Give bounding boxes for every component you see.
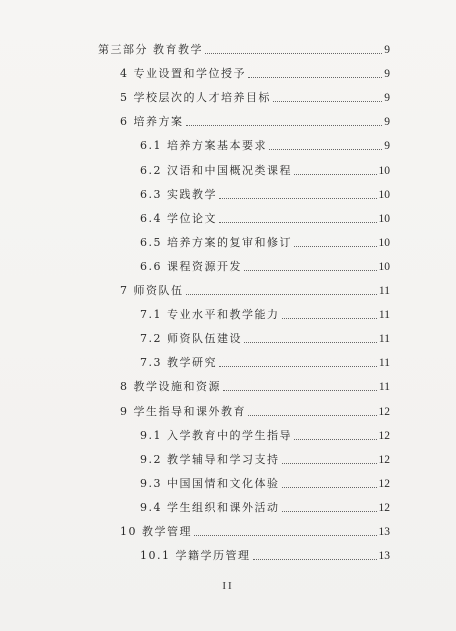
dot-leader (219, 222, 377, 223)
dot-leader (219, 366, 377, 367)
toc-entry[interactable] (120, 114, 390, 130)
toc-entry-page-number: 11 (378, 333, 390, 346)
dot-leader (294, 439, 377, 440)
dot-leader (294, 246, 377, 247)
toc-entry[interactable] (140, 235, 390, 251)
toc-entry-page-number: 10 (378, 236, 390, 249)
dot-leader (244, 270, 377, 271)
toc-entry[interactable] (140, 476, 390, 492)
dot-leader (282, 463, 377, 464)
toc-entry-title: 5 学校层次的人才培养目标 (120, 91, 271, 105)
toc-entry-page-number: 12 (378, 477, 390, 490)
toc-entry-title: 6.3 实践教学 (140, 187, 217, 201)
toc-entry-title: 9.4 学生组织和课外活动 (140, 500, 280, 514)
toc-entry-page-number: 10 (378, 164, 390, 177)
toc-entry[interactable] (140, 331, 390, 347)
toc-entry-page-number: 10 (378, 212, 390, 225)
toc-entry-title: 6.4 学位论文 (140, 211, 217, 225)
toc-entry[interactable] (140, 187, 390, 203)
toc-entry-page-number: 9 (384, 116, 390, 129)
toc-entry[interactable] (140, 355, 390, 371)
toc-entry[interactable] (140, 452, 390, 468)
toc-entry[interactable] (140, 211, 390, 227)
toc-entry-title: 第三部分 教育教学 (98, 43, 203, 56)
toc-entry[interactable] (120, 283, 390, 299)
toc-entry-title: 10 教学管理 (120, 525, 192, 538)
toc-entry-page-number: 11 (378, 309, 390, 322)
toc-entry-title: 6.2 汉语和中国概况类课程 (140, 163, 292, 177)
toc-entry[interactable] (140, 428, 390, 444)
toc-entry-title: 10.1 学籍学历管理 (140, 549, 251, 563)
toc-entry-title: 6.5 培养方案的复审和修订 (140, 235, 292, 249)
dot-leader (269, 149, 382, 150)
dot-leader (219, 198, 377, 199)
toc-entry-page-number: 9 (384, 68, 390, 81)
toc-entry-page-number: 12 (378, 405, 390, 418)
toc-entry[interactable] (140, 500, 390, 516)
dot-leader (282, 318, 377, 319)
toc-entry-page-number: 11 (378, 381, 390, 394)
toc-entry[interactable] (140, 138, 390, 154)
dot-leader (223, 390, 377, 391)
toc-entry-page-number: 10 (378, 188, 390, 201)
toc-entry-title: 7.2 师资队伍建设 (140, 332, 242, 346)
toc-entry-page-number: 11 (378, 285, 390, 297)
toc-entry-title: 6.1 培养方案基本要求 (140, 139, 267, 153)
toc-entry-title: 4 专业设置和学位授予 (120, 67, 246, 81)
toc-entry[interactable] (120, 404, 390, 420)
dot-leader (248, 77, 382, 78)
toc-entry-title: 9.2 教学辅导和学习支持 (140, 452, 280, 466)
dot-leader (253, 559, 377, 560)
toc-entry-page-number: 12 (378, 429, 390, 442)
toc-entry-page-number: 9 (384, 92, 390, 105)
toc-entry-title: 7 师资队伍 (120, 284, 184, 297)
toc-entry[interactable] (140, 307, 390, 323)
toc-entry-title: 6 培养方案 (120, 115, 184, 129)
toc-entry[interactable] (140, 548, 390, 564)
dot-leader (186, 294, 377, 295)
toc-entry-page-number: 13 (378, 550, 390, 563)
dot-leader (282, 487, 377, 488)
toc-entry[interactable] (140, 259, 390, 275)
toc-entry-page-number: 9 (384, 44, 390, 56)
toc-entry[interactable] (98, 42, 390, 58)
toc-entry-title: 6.6 课程资源开发 (140, 259, 242, 273)
toc-entry[interactable] (120, 379, 390, 395)
toc-entry-title: 9 学生指导和课外教育 (120, 404, 246, 418)
toc-entry-page-number: 12 (378, 453, 390, 466)
page-number-footer: II (222, 580, 234, 592)
toc-entry[interactable] (120, 90, 390, 106)
dot-leader (186, 125, 383, 126)
dot-leader (205, 53, 382, 54)
dot-leader (194, 535, 377, 536)
toc-entry-page-number: 9 (384, 140, 390, 153)
dot-leader (244, 342, 377, 343)
toc-entry[interactable] (120, 524, 390, 540)
dot-leader (273, 101, 382, 102)
toc-entry-page-number: 13 (378, 526, 390, 538)
toc-entry-title: 7.1 专业水平和教学能力 (140, 308, 280, 322)
dot-leader (248, 415, 377, 416)
toc-entry-page-number: 12 (378, 501, 390, 514)
toc-entry-title: 9.1 入学教育中的学生指导 (140, 428, 292, 442)
toc-entry-title: 7.3 教学研究 (140, 356, 217, 370)
toc-entry-page-number: 10 (378, 260, 390, 273)
toc-entry[interactable] (120, 66, 390, 82)
toc-entry[interactable] (140, 163, 390, 179)
dot-leader (282, 511, 377, 512)
toc-entry-page-number: 11 (378, 357, 390, 370)
toc-entry-title: 8 教学设施和资源 (120, 380, 221, 394)
dot-leader (294, 174, 377, 175)
toc-entry-title: 9.3 中国国情和文化体验 (140, 476, 280, 490)
